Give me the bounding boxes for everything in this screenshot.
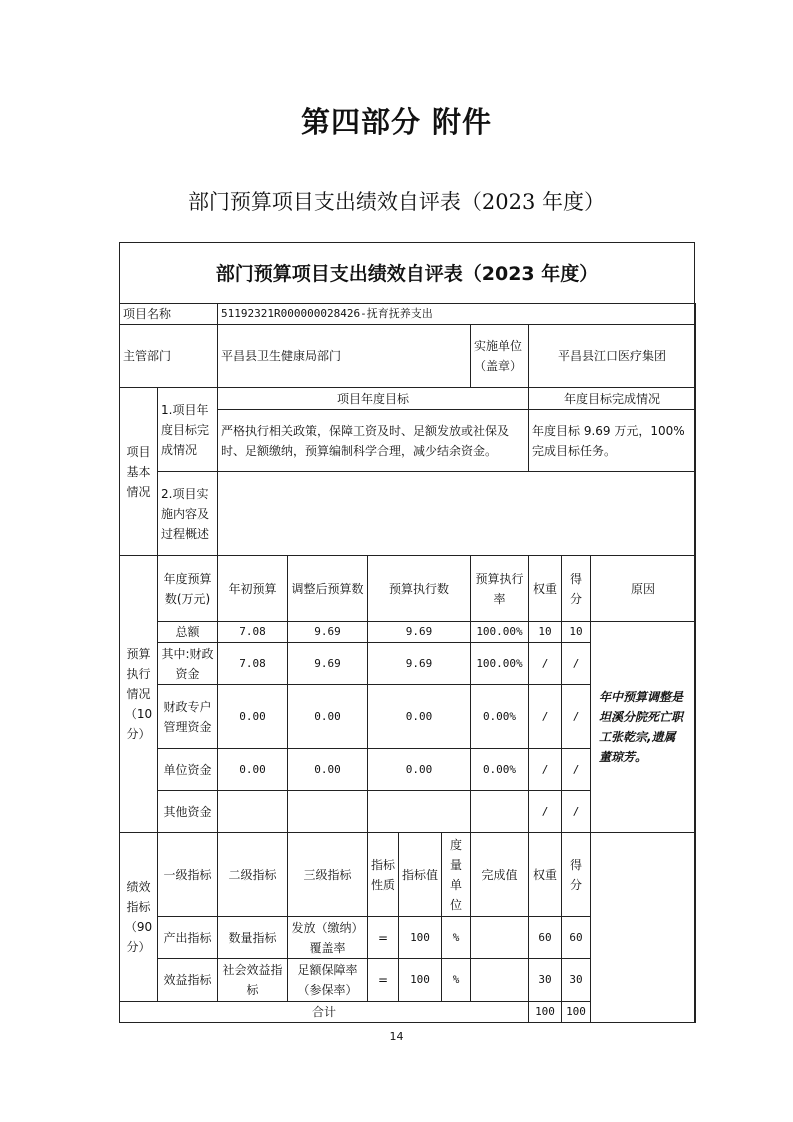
budget-score: 10 [562,622,591,643]
page-heading: 第四部分 附件 [300,105,493,139]
perf-level2: 社会效益指标 [218,959,288,1002]
budget-rate: 100.00% [471,622,529,643]
perf-score: 30 [562,959,591,1002]
perf-weight: 60 [529,917,562,959]
budget-reason-text: 年中预算调整是坦溪分院死亡职工张乾宗,遗属董琼芳。 [591,622,696,833]
budget-executed [368,791,471,833]
budget-weight: 10 [529,622,562,643]
perf-score: 60 [562,917,591,959]
budget-initial: 7.08 [218,622,288,643]
budget-weight: / [529,749,562,791]
budget-row-label: 财政专户管理资金 [158,685,218,749]
total-weight: 100 [529,1002,562,1023]
budget-rate: 100.00% [471,643,529,685]
goal-status-header: 年度目标完成情况 [529,388,696,410]
budget-score: / [562,791,591,833]
perf-level3-header: 三级指标 [288,833,368,917]
perf-completed [471,917,529,959]
perf-level2-header: 二级指标 [218,833,288,917]
dept-label: 主管部门 [120,325,218,388]
impl-content-label: 2.项目实施内容及过程概述 [158,472,218,556]
perf-unit-header: 度量单位 [442,833,471,917]
budget-initial-header: 年初预算 [218,556,288,622]
perf-nature: = [368,917,399,959]
budget-weight: / [529,791,562,833]
budget-adjusted: 0.00 [288,685,368,749]
budget-rate-header: 预算执行率 [471,556,529,622]
budget-weight: / [529,643,562,685]
budget-rate: 0.00% [471,749,529,791]
perf-section-label: 绩效指标（90分） [120,833,158,1002]
budget-amount-header: 年度预算数(万元) [158,556,218,622]
budget-weight-header: 权重 [529,556,562,622]
perf-score-header: 得分 [562,833,591,917]
perf-unit: % [442,917,471,959]
goal-label: 1.项目年度目标完成情况 [158,388,218,472]
perf-completed-header: 完成值 [471,833,529,917]
budget-score: / [562,685,591,749]
budget-section-label: 预算执行情况（10分） [120,556,158,833]
budget-rate [471,791,529,833]
budget-score: / [562,749,591,791]
perf-value-header: 指标值 [399,833,442,917]
perf-level1: 产出指标 [158,917,218,959]
budget-row-label: 单位资金 [158,749,218,791]
budget-row-label: 总额 [158,622,218,643]
budget-executed: 0.00 [368,749,471,791]
budget-weight: / [529,685,562,749]
perf-level1: 效益指标 [158,959,218,1002]
project-name-label: 项目名称 [120,304,218,325]
budget-initial: 0.00 [218,685,288,749]
budget-adjusted: 9.69 [288,622,368,643]
perf-level3: 发放（缴纳）覆盖率 [288,917,368,959]
perf-completed [471,959,529,1002]
perf-level3: 足额保障率（参保率） [288,959,368,1002]
perf-level2: 数量指标 [218,917,288,959]
perf-weight-header: 权重 [529,833,562,917]
perf-weight: 30 [529,959,562,1002]
budget-executed: 9.69 [368,643,471,685]
goal-text: 严格执行相关政策，保障工资及时、足额发放或社保及时、足额缴纳，预算编制科学合理，减少结余资金。 [218,410,529,472]
budget-executed: 0.00 [368,685,471,749]
budget-adjusted: 9.69 [288,643,368,685]
budget-reason-header: 原因 [591,556,696,622]
perf-level1-header: 一级指标 [158,833,218,917]
perf-nature-header: 指标性质 [368,833,399,917]
budget-initial: 7.08 [218,643,288,685]
budget-score: / [562,643,591,685]
budget-initial [218,791,288,833]
budget-score-header: 得分 [562,556,591,622]
basic-info-label: 项目基本情况 [120,388,158,556]
self-evaluation-table [119,303,696,1023]
perf-nature: = [368,959,399,1002]
dept-value: 平昌县卫生健康局部门 [218,325,471,388]
perf-value: 100 [399,917,442,959]
impl-content-value [218,472,696,556]
perf-value: 100 [399,959,442,1002]
budget-initial: 0.00 [218,749,288,791]
budget-adjusted: 0.00 [288,749,368,791]
goal-status-text: 年度目标 9.69 万元，100%完成目标任务。 [529,410,696,472]
total-label: 合计 [120,1002,529,1023]
budget-executed-header: 预算执行数 [368,556,471,622]
total-score: 100 [562,1002,591,1023]
budget-rate: 0.00% [471,685,529,749]
table-row [120,622,696,643]
perf-blank-cell [591,833,696,1023]
project-name-value: 51192321R000000028426-抚育抚养支出 [218,304,696,325]
table-title: 部门预算项目支出绩效自评表（2023 年度） [215,263,599,285]
page-subheading: 部门预算项目支出绩效自评表（2023 年度） [187,190,606,214]
budget-row-label: 其他资金 [158,791,218,833]
goal-header: 项目年度目标 [218,388,529,410]
budget-adjusted-header: 调整后预算数 [288,556,368,622]
budget-adjusted [288,791,368,833]
budget-executed: 9.69 [368,622,471,643]
page-number: 14 [389,1030,404,1043]
impl-unit-label: 实施单位（盖章） [471,325,529,388]
budget-row-label: 其中:财政资金 [158,643,218,685]
perf-unit: % [442,959,471,1002]
impl-unit-value: 平昌县江口医疗集团 [529,325,696,388]
